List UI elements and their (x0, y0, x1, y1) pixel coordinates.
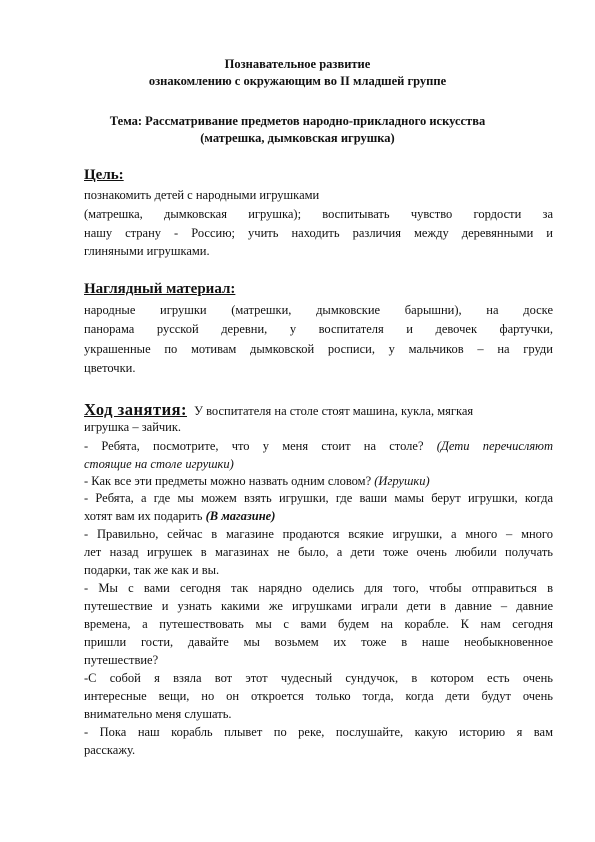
header-line-1: Познавательное развитие (224, 57, 371, 71)
goal-line: (матрешка, дымковская игрушка); воспитывать чувство гордости за (84, 207, 553, 221)
lesson-line: - Пока наш корабль плывет по реке, послушайте, какую историю я вам (84, 725, 553, 739)
lesson-intro-text: У воспитателя на столе стоят машина, кукла, мягкая (194, 404, 474, 418)
lesson-question: - Ребята, посмотрите, что у меня стоит на столе? (84, 439, 424, 453)
lesson-line: путешествие и узнать какими же игрушками играли дети в давние – давние (84, 599, 553, 613)
lesson-line: времена, а путешествовать мы с вами будем на корабле. К нам сегодня (84, 617, 553, 631)
materials-line: панорама русской деревни, у воспитателя и девочек фартучки, (84, 322, 553, 336)
lesson-line: - Правильно, сейчас в магазине продаются всякие игрушки, а много – много (84, 527, 553, 541)
lesson-line: - Ребята, а где мы можем взять игрушки, где ваши мамы берут игрушки, когда (84, 491, 553, 505)
lesson-line: расскажу. (84, 743, 136, 757)
lesson-line (84, 474, 553, 489)
lesson-remark: (В магазине) (205, 509, 276, 523)
goal-line: познакомить детей с народными игрушками (84, 188, 320, 202)
lesson-line: путешествие? (84, 653, 159, 667)
topic-line-2: (матрешка, дымковская игрушка) (200, 131, 395, 145)
lesson-line: подарки, так же как и вы. (84, 563, 220, 577)
lesson-line: внимательно меня слушать. (84, 707, 232, 721)
lesson-line: пришли гости, давайте мы возьмем их тоже в наше необыкновенное (84, 635, 553, 649)
materials-line: цветочки. (84, 361, 136, 375)
lesson-question: - Как все эти предметы можно назвать одним словом? (84, 474, 372, 488)
goal-heading: Цель: (84, 167, 124, 183)
goal-line: нашу страну - Россию; учить находить различия между деревянными и (84, 226, 553, 240)
lesson-line: интересные вещи, но он откроется только тогда, когда дети будут очень (84, 689, 553, 703)
lesson-line: игрушка – зайчик. (84, 420, 182, 434)
lesson-line: -С собой я взяла вот этот чудесный сундучок, в котором есть очень (84, 671, 553, 685)
header-line-2: ознакомлению с окружающим во II младшей группе (148, 74, 447, 88)
lesson-remark: (Игрушки) (374, 474, 430, 488)
lesson-first-line (84, 402, 553, 419)
lesson-line (84, 509, 553, 524)
lesson-line: - Мы с вами сегодня так нарядно оделись для того, чтобы отправиться в (84, 581, 553, 595)
materials-line: народные игрушки (матрешки, дымковские барышни), на доске (84, 303, 553, 317)
goal-line: глиняными игрушками. (84, 244, 210, 258)
lesson-line: лет назад игрушек в магазинах не было, а дети тоже очень любили получать (84, 545, 553, 559)
lesson-question: хотят вам их подарить (84, 509, 203, 523)
lesson-heading: Ход занятия: (84, 400, 188, 419)
materials-heading: Наглядный материал: (84, 281, 236, 297)
lesson-remark: стоящие на столе игрушки) (84, 457, 234, 471)
lesson-remark: (Дети перечисляют (436, 439, 553, 453)
materials-line: украшенные по мотивам дымковской росписи, у мальчиков – на груди (84, 342, 553, 356)
topic-line-1: Тема: Рассматривание предметов народно-прикладного искусства (109, 114, 486, 128)
lesson-line (84, 439, 553, 454)
